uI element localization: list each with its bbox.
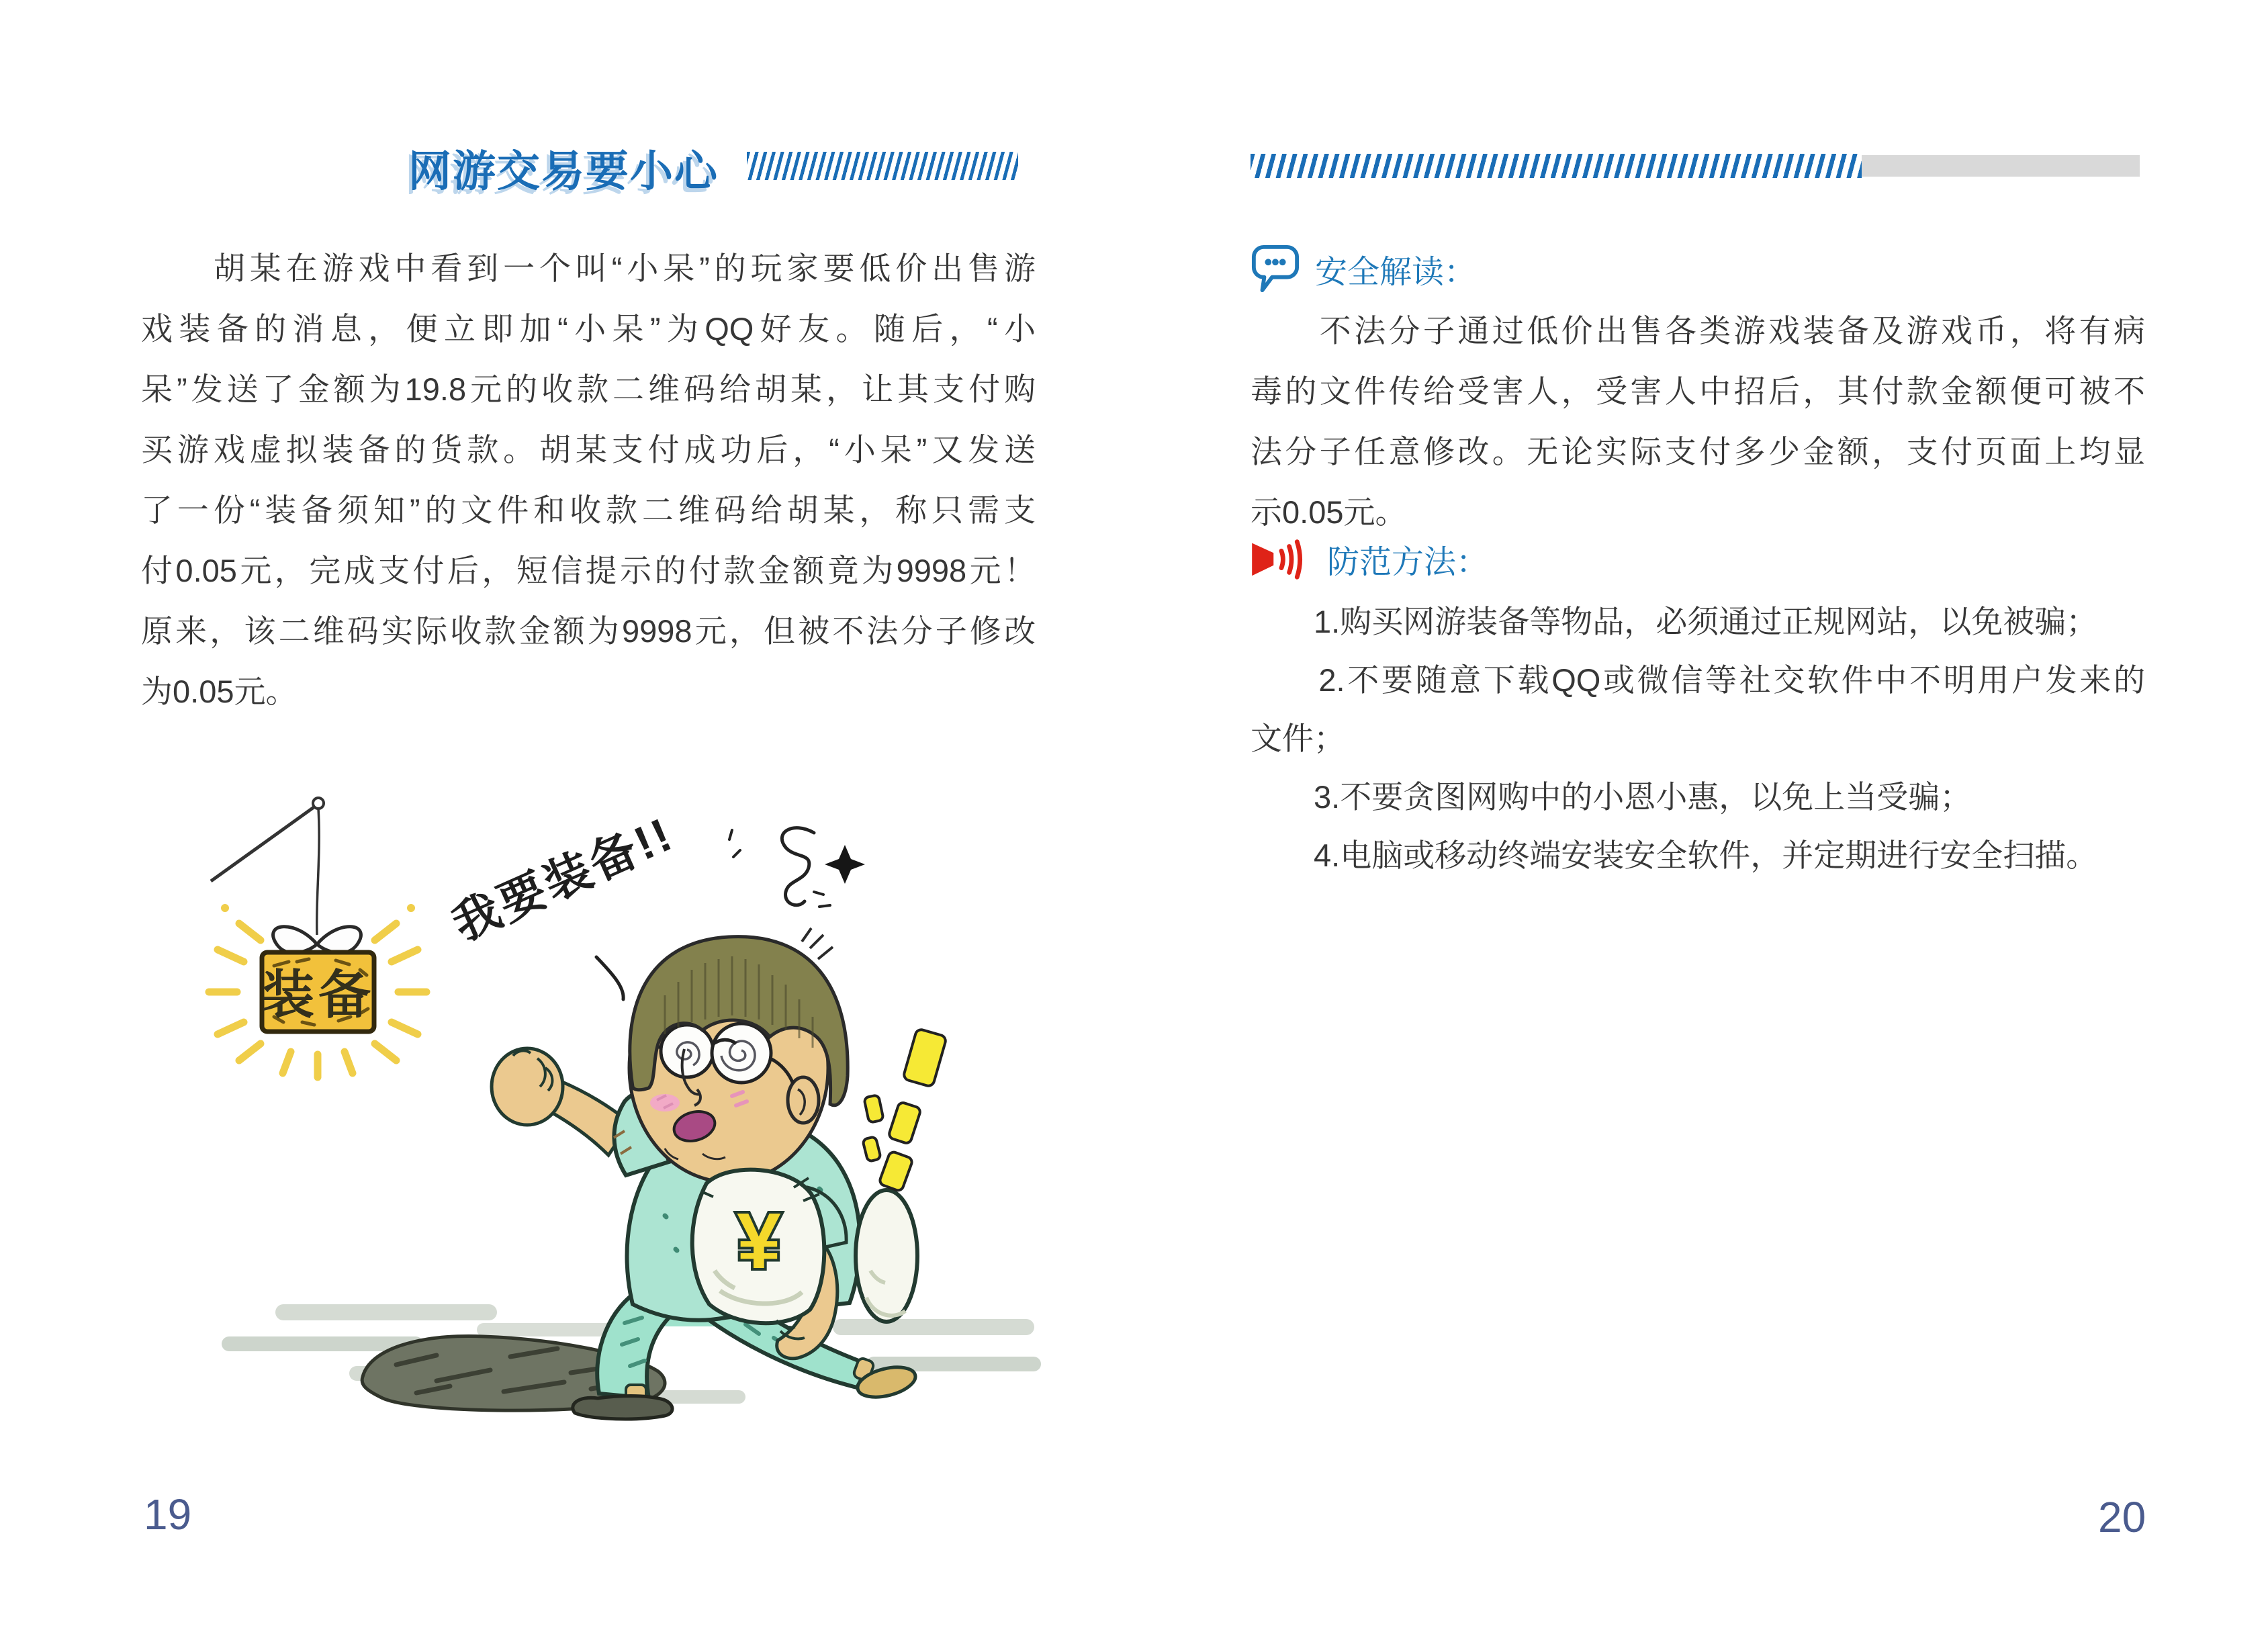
section-security-analysis (1251, 240, 1476, 297)
gift-box-label: 装备 (261, 965, 375, 1024)
speech-bubble-icon (1251, 242, 1300, 296)
section-heading: 安全解读： (1315, 254, 1477, 290)
security-analysis-paragraph (1251, 301, 2145, 543)
sparkle-star (825, 845, 865, 884)
text-line: 2.不要随意下载QQ或微信等社交软件中不明用户发来的 (1251, 662, 2145, 698)
text-line: 4.电脑或移动终端安装安全软件，并定期进行安全扫描。 (1251, 837, 2098, 873)
hair-spikes (802, 928, 833, 959)
text-line: 文件； (1251, 721, 1345, 756)
boy-left-shoe (573, 1396, 672, 1419)
money-bag-back (856, 1190, 917, 1322)
header-gray-bar (1862, 155, 2140, 177)
text-line: 付0.05元，完成支付后，短信提示的付款金额竟为9998元！ (141, 553, 1036, 588)
fishing-rod (211, 798, 324, 935)
text-line: 买游戏虚拟装备的货款。胡某支付成功后，“小呆”又发送 (141, 432, 1036, 467)
text-line: 毒的文件传给受害人，受害人中招后，其付款金额便可被不 (1251, 373, 2145, 409)
page-title: 网游交易要小心 (408, 147, 719, 195)
text-line: 不法分子通过低价出售各类游戏装备及游戏币，将有病 (1251, 313, 2145, 349)
text-line: 原来，该二维码实际收款金额为9998元，但被不法分子修改 (141, 613, 1036, 649)
text-line: 为0.05元。 (141, 674, 298, 709)
section-prevention-methods (1248, 533, 1488, 584)
text-line: 3.不要贪图网购中的小恩小惠，以免上当受骗； (1251, 779, 1972, 815)
text-line: 示0.05元。 (1251, 494, 1407, 530)
page-number-right: 20 (2098, 1493, 2146, 1541)
speaker-icon (1248, 535, 1312, 582)
scam-cartoon-illustration (195, 786, 1054, 1424)
title-hatch-decoration (747, 152, 1018, 180)
section-heading: 防范方法： (1327, 544, 1489, 580)
text-line: 了一份“装备须知”的文件和收款二维码给胡某，称只需支 (141, 492, 1036, 528)
text-line: 呆”发送了金额为19.8元的收款二维码给胡某，让其支付购 (141, 371, 1036, 407)
text-line: 戏装备的消息，便立即加“小呆”为QQ好友。随后，“小 (141, 311, 1036, 347)
prevention-methods-list (1251, 592, 2145, 884)
yen-symbol: ¥ (737, 1197, 781, 1285)
story-paragraph (141, 238, 1036, 722)
page-number-left: 19 (144, 1490, 192, 1539)
text-line: 1.购买网游装备等物品，必须通过正规网站，以免被骗； (1251, 604, 2098, 639)
confetti (862, 1028, 947, 1191)
speech-text: 我要装备!! (445, 807, 682, 951)
header-hatch-decoration (1251, 154, 1862, 178)
text-line: 法分子任意修改。无论实际支付多少金额，支付页面上均显 (1251, 434, 2145, 469)
text-line: 胡某在游戏中看到一个叫“小呆”的玩家要低价出售游 (141, 251, 1036, 286)
